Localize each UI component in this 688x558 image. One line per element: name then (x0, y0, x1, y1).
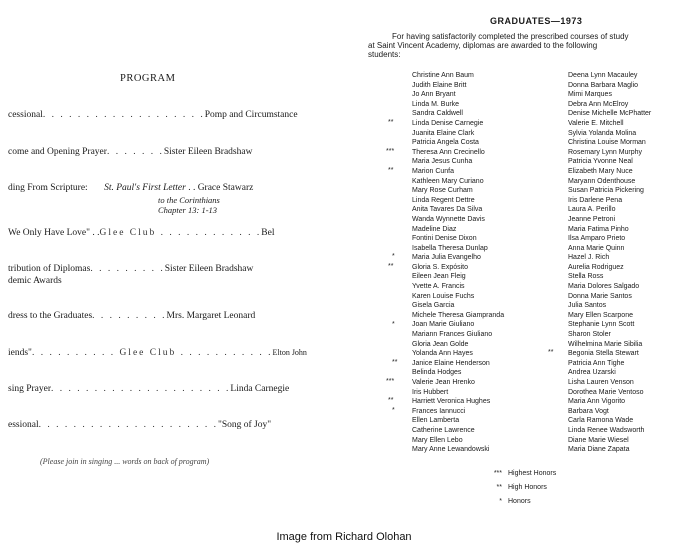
scripture-sub-2: Chapter 13: 1-13 (158, 205, 218, 215)
graduate-name: Patricia Yvonne Neal (568, 158, 633, 166)
program-item: come and Opening Prayer (8, 147, 107, 157)
graduate-name: Marion Cunfa (412, 167, 455, 175)
graduate-name: Maria Diane Zapata (568, 446, 630, 454)
graduate-name: Donna Barbara Maglio (568, 81, 639, 89)
graduate-name: Jo Ann Bryant (412, 91, 456, 99)
honor-mark: ** (388, 119, 394, 126)
graduate-name: Harriett Veronica Hughes (412, 398, 491, 406)
graduate-name: Maryann Odenthouse (568, 177, 636, 185)
graduate-name: Mary Rose Curham (412, 187, 473, 195)
program-leader: . . . . . . . . . . . . . . . . . . . . . (51, 384, 231, 394)
graduate-name: Yvette A. Francis (412, 283, 465, 291)
graduate-name: Stella Ross (568, 273, 604, 281)
graduate-name: Janice Elaine Henderson (412, 359, 490, 367)
graduates-intro (368, 32, 688, 59)
program-performer: . . Grace Stawarz (188, 183, 254, 193)
program-performer: "Song of Joy" (217, 420, 272, 430)
graduate-name: Patricia Angela Costa (412, 139, 479, 147)
graduate-name: Jeanne Petroni (568, 215, 616, 223)
graduates-title: GRADUATES—1973 (490, 16, 583, 26)
graduates-column-2 (568, 71, 651, 455)
graduate-name: Stephanie Lynn Scott (568, 321, 635, 329)
graduate-name: Mariann Frances Giuliano (412, 331, 493, 339)
program-leader: . . . . . . . . . (92, 311, 167, 321)
graduate-name: Lisha Lauren Venson (568, 379, 634, 386)
honor-mark: ** (392, 359, 398, 366)
honor-mark: * (392, 320, 395, 328)
intro-line: students: (368, 50, 401, 59)
graduate-name: Maria Dolores Salgado (568, 283, 640, 291)
graduate-name: Ilsa Amparo Prieto (568, 235, 626, 243)
legend-row (482, 484, 547, 491)
graduate-name: Juanita Elaine Clark (412, 129, 475, 137)
program-footer-note: (Please join in singing ... words on back of program) (40, 457, 210, 466)
intro-line: For having satisfactorily completed the prescribed courses of study (392, 32, 629, 41)
graduate-name: Kathleen Mary Curiano (412, 177, 484, 185)
program-item: ding From Scripture: (8, 183, 88, 193)
program-performer: Pomp and Circumstance (204, 110, 298, 120)
honor-mark: ** (388, 167, 394, 174)
graduate-name: Dorothea Marie Ventoso (568, 388, 644, 396)
graduate-name: Linda Renee Wadsworth (568, 426, 645, 434)
honor-mark: * (392, 253, 395, 261)
program-item: iends" (8, 348, 32, 358)
graduate-name: Madeline Diaz (412, 225, 457, 233)
graduate-name: Debra Ann McElroy (568, 100, 629, 108)
program-item: essional (8, 420, 39, 430)
honor-mark: ** (388, 263, 394, 270)
program-performer: Bel (261, 228, 275, 238)
graduate-name: Ellen Lamberta (412, 417, 460, 425)
graduate-name: Susan Patricia Pickering (568, 187, 644, 195)
honor-mark: *** (386, 378, 395, 386)
program-item: We Only Have Love" . . (8, 228, 100, 238)
program-performer: Elton John (272, 348, 307, 357)
program-row (8, 110, 338, 120)
graduate-name: Barbara Vogt (568, 407, 609, 415)
graduate-name: Rosemary Lynn Murphy (568, 148, 643, 156)
legend-label: High Honors (508, 484, 547, 491)
program-row (8, 384, 338, 394)
graduate-name: Laura A. Perillo (568, 206, 616, 214)
honor-mark: ** (548, 349, 554, 357)
program-leader: . . . . . . . (106, 147, 164, 157)
program-performer: Mrs. Margaret Leonard (166, 311, 256, 321)
graduate-name: Belinda Hodges (412, 369, 462, 377)
program-item: sing Prayer (8, 384, 52, 394)
legend-label: Highest Honors (508, 470, 557, 477)
program-leader: . . . . . . . . . (90, 264, 165, 274)
graduate-name: Isabella Theresa Dunlap (412, 244, 488, 252)
legend-row (482, 498, 531, 505)
graduate-name: Maria Ann Vigorito (568, 398, 626, 406)
graduate-name: Maria Julia Evangelho (412, 254, 481, 262)
legend-label: Honors (508, 498, 531, 505)
graduate-name: Gisela Garcia (412, 302, 455, 310)
graduate-name: Gloria Jean Golde (412, 340, 469, 348)
graduates-page (352, 0, 688, 530)
graduate-name: Hazel J. Rich (568, 254, 610, 262)
graduate-name: Catherine Lawrence (412, 426, 475, 434)
program-row (8, 311, 338, 321)
legend-stars: ** (496, 484, 502, 491)
program-performer: Sister Eileen Bradshaw (163, 147, 253, 157)
graduate-name: Diane Marie Wiesel (568, 436, 629, 444)
graduate-name: Patricia Ann Tighe (568, 359, 625, 367)
graduate-name: Andrea Uzarski (568, 369, 616, 377)
program-item: cessional (8, 110, 43, 120)
graduate-name: Denise Michelle McPhatter (568, 110, 652, 118)
graduate-name: Linda M. Burke (412, 100, 460, 108)
graduate-name: Maria Fatima Pinho (568, 225, 629, 233)
graduate-name: Sylvia Yolanda Molina (568, 129, 637, 137)
graduate-name: Elizabeth Mary Nuce (568, 167, 633, 175)
graduate-name: Anna Marie Quinn (568, 244, 625, 252)
honor-mark: * (392, 407, 395, 414)
program-row (8, 264, 338, 274)
legend-stars: *** (493, 470, 502, 477)
program-performer: Linda Carnegie (230, 384, 290, 394)
program-row (8, 228, 338, 238)
program-row (8, 147, 338, 157)
program-page (0, 0, 340, 530)
legend-stars: * (499, 498, 502, 505)
graduate-name: Donna Marie Santos (568, 292, 632, 300)
scripture-sub-1: to the Corinthians (158, 195, 220, 205)
graduate-name: Gloria S. Expósito (412, 263, 469, 271)
graduate-name: Wilhelmina Marie Sibilia (568, 340, 643, 348)
graduate-name: Christina Louise Morman (568, 139, 646, 147)
graduate-name: Deena Lynn Macauley (568, 72, 638, 79)
graduate-name: Aurelia Rodriguez (568, 263, 624, 271)
program-leader: . . . . . . . . . . . . . . . . . . . . . (38, 420, 218, 430)
program-leader: . . . . . . . . . . . . . . . . . . . (42, 110, 205, 120)
program-row (8, 348, 338, 358)
program-item: dress to the Graduates (8, 311, 93, 321)
image-caption: Image from Richard Olohan (276, 531, 412, 543)
graduate-name: Valerie E. Mitchell (568, 119, 624, 127)
scripture-ref: St. Paul's First Letter (104, 183, 186, 193)
graduate-name: Julia Santos (568, 302, 607, 310)
graduate-name: Sharon Stoler (568, 331, 611, 339)
graduate-name: Mary Ellen Lebo (412, 436, 463, 444)
honor-mark: *** (386, 147, 395, 155)
graduate-name: Wanda Wynnette Davis (412, 215, 485, 223)
graduate-name: Mimi Marques (568, 91, 612, 99)
graduate-name: Begonia Stella Stewart (568, 350, 639, 358)
graduate-name: Carla Ramona Wade (568, 417, 634, 425)
graduate-name: Sandra Caldwell (412, 110, 463, 118)
program-item: tribution of Diplomas (8, 264, 91, 274)
program-performer: Sister Eileen Bradshaw (164, 264, 254, 274)
graduate-name: Maria Jesus Cunha (412, 158, 473, 166)
graduate-name: Mary Ellen Scarpone (568, 311, 633, 319)
graduate-name: Fontini Denise Dixon (412, 235, 477, 243)
graduate-name: Valerie Jean Hrenko (412, 379, 475, 386)
honor-mark: ** (388, 397, 394, 405)
program-leader: . . . . . . . . . . Glee Club . . . . . . . . . . . (31, 348, 273, 358)
graduate-name: Iris Darlene Pena (568, 196, 623, 204)
graduate-name: Judith Elaine Britt (412, 81, 467, 89)
graduate-name: Theresa Ann Crecinello (412, 148, 485, 156)
graduate-name: Iris Hubbert (412, 388, 449, 396)
graduates-column-1 (412, 71, 504, 455)
graduate-name: Eileen Jean Fleig (412, 273, 466, 281)
graduate-name: Mary Anne Lewandowski (412, 446, 490, 454)
graduate-name: Anita Tavares Da Silva (412, 206, 483, 214)
intro-line: at Saint Vincent Academy, diplomas are awarded to the following (368, 41, 598, 50)
program-heading: PROGRAM (120, 73, 176, 84)
program-leader: Glee Club . . . . . . . . . . . . (99, 228, 262, 238)
graduate-name: Frances Iannucci (412, 407, 466, 415)
graduate-name: Linda Regent Dettre (412, 196, 475, 204)
graduate-name: Michele Theresa Giampranda (412, 311, 505, 319)
graduate-name: Karen Louise Fuchs (412, 292, 475, 300)
legend-row (482, 470, 556, 477)
graduate-name: Joan Marie Giuliano (412, 321, 475, 329)
graduate-name: Christine Ann Baum (412, 72, 474, 79)
program-row (8, 183, 338, 193)
awards-line: demic Awards (8, 276, 62, 286)
graduate-name: Linda Denise Carnegie (412, 119, 484, 127)
program-row (8, 420, 338, 430)
graduate-name: Yolanda Ann Hayes (412, 350, 473, 358)
